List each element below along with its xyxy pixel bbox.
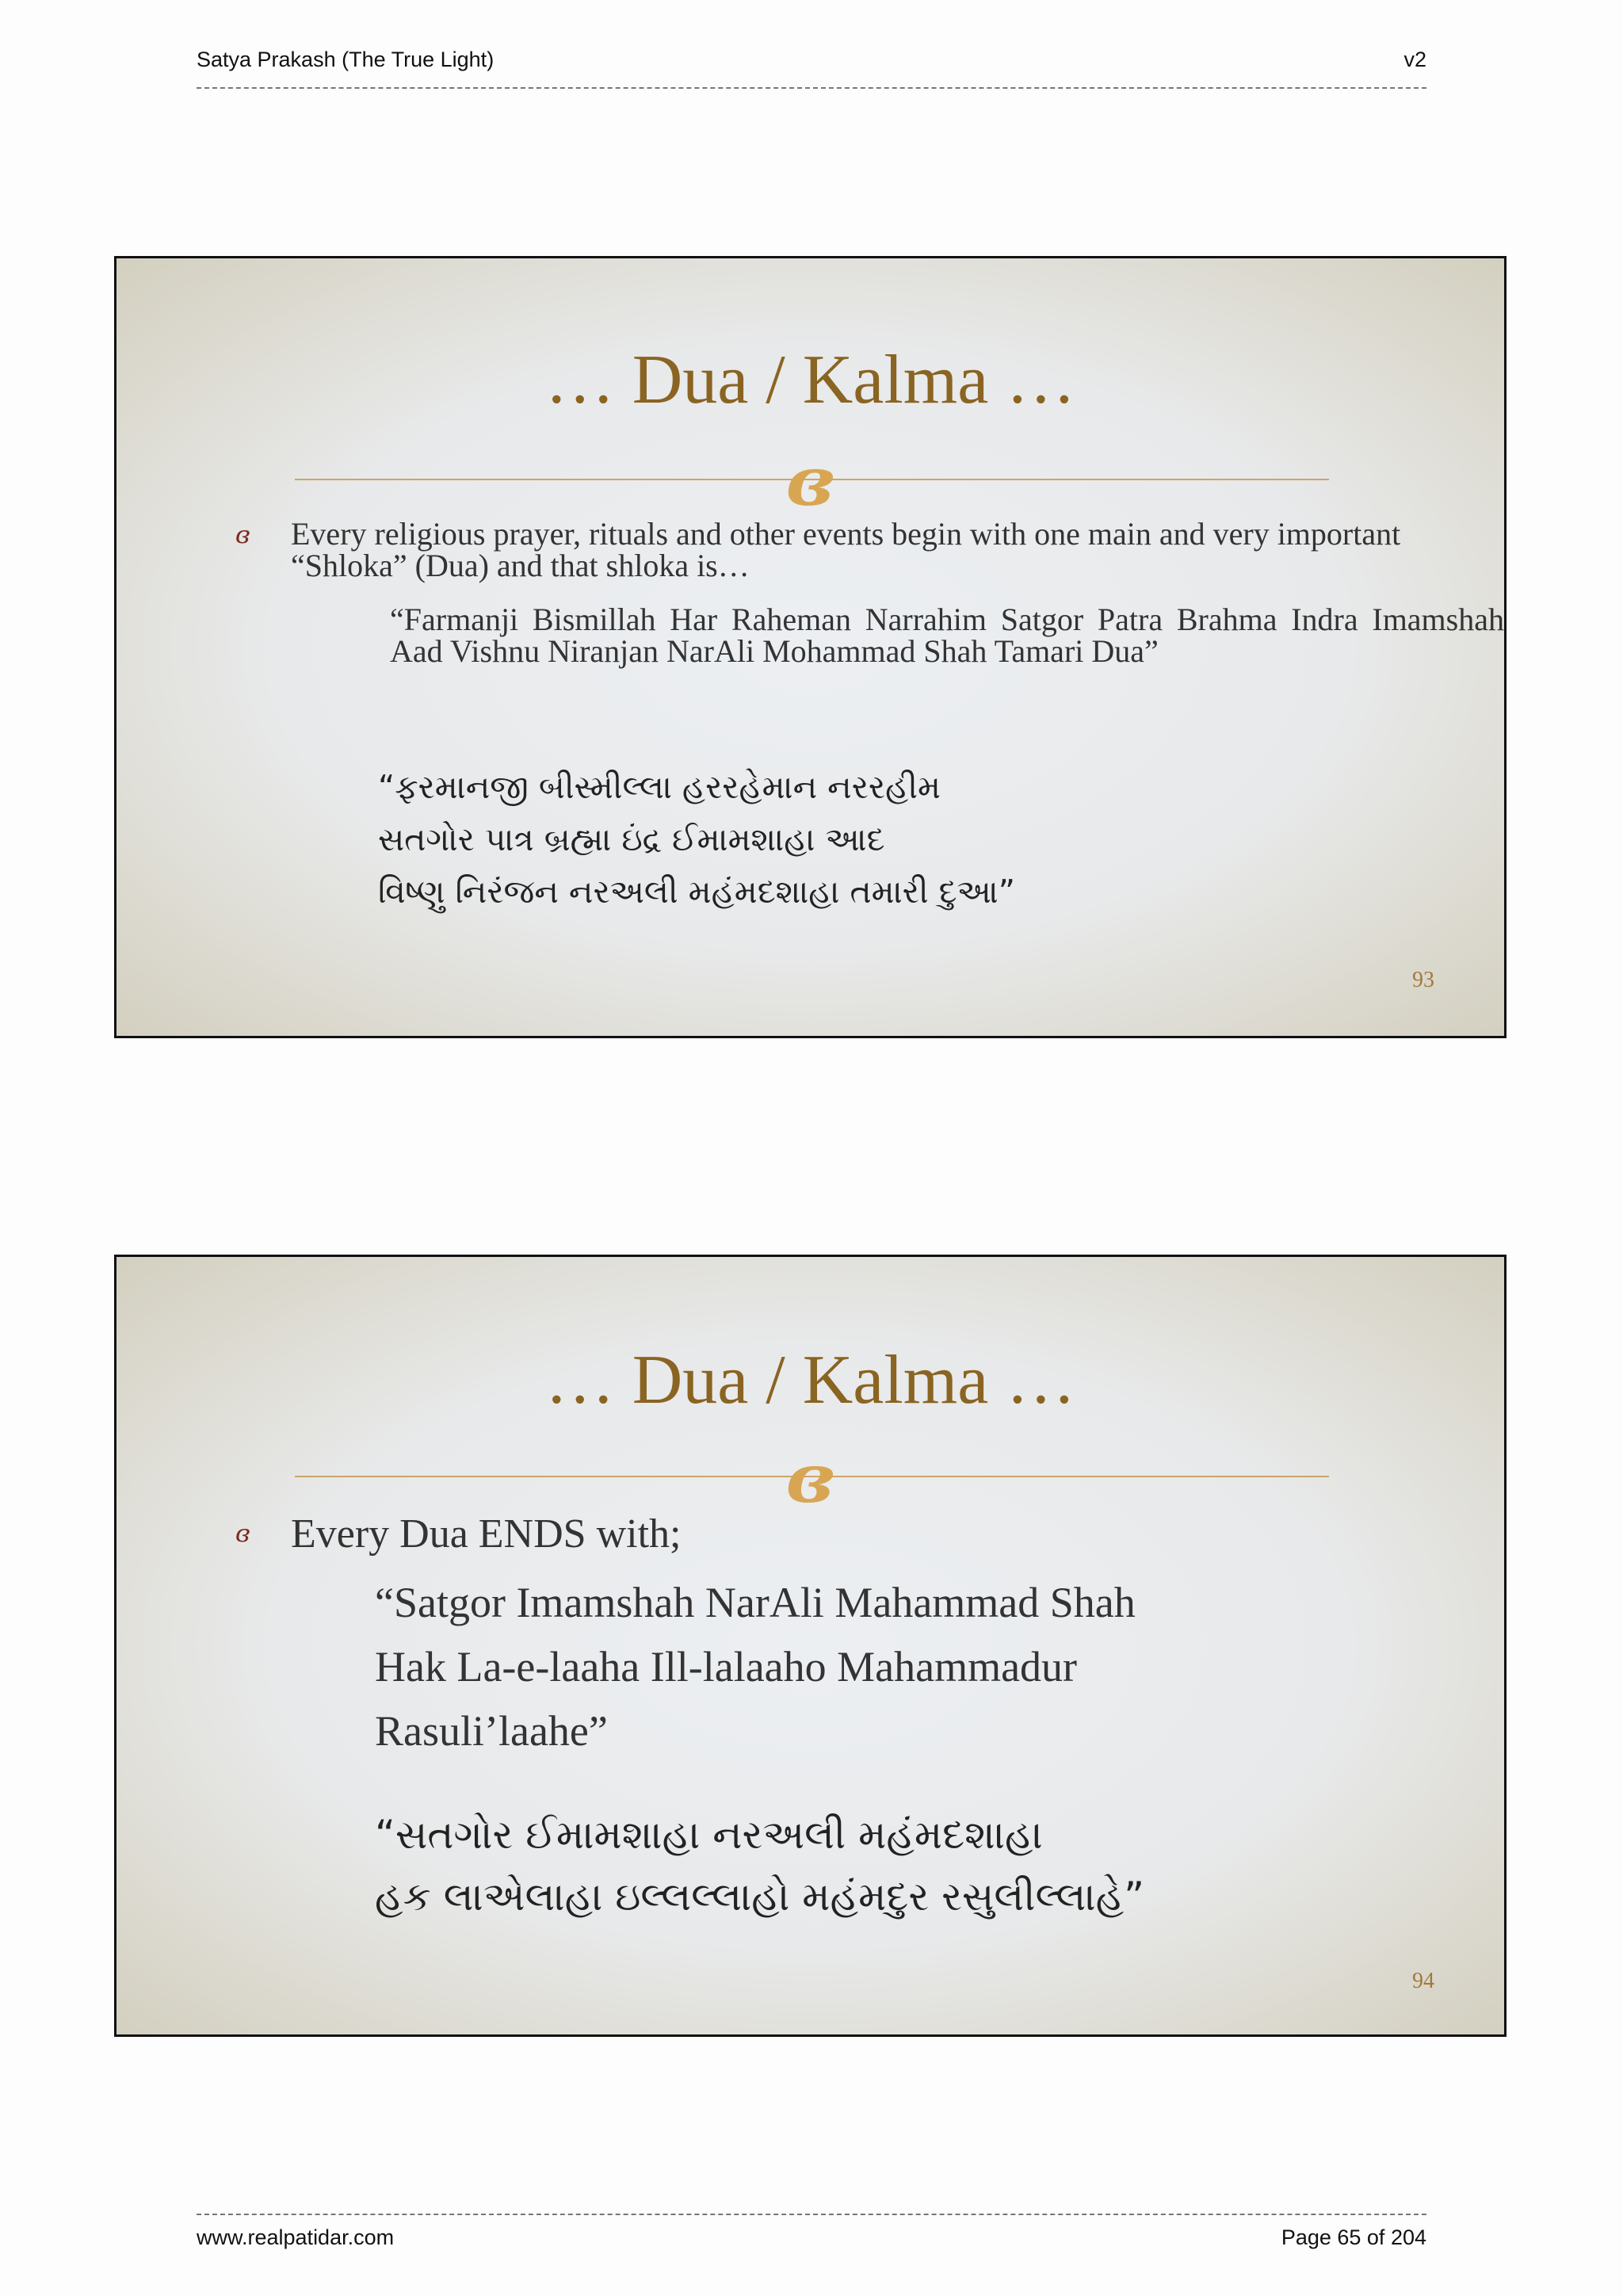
quote-line: “Satgor Imamshah NarAli Mahammad Shah	[375, 1579, 1136, 1626]
quote-line: Hak La-e-laaha Ill-lalaaho Mahammadur	[375, 1643, 1078, 1690]
bullet-text: Every religious prayer, rituals and other events begin with one main and very important “Shloka” (Dua) and that shloka is…	[291, 516, 1401, 583]
slide-number: 94	[1412, 1969, 1434, 1993]
flourish-ornament-icon: ɞ	[785, 442, 834, 521]
gujarati-kalma	[375, 1804, 1144, 1927]
gujarati-line: “સતગોર ઈમામશાહા નરઅલી મહંમદશાહા	[375, 1812, 1043, 1858]
gujarati-line: “ફરમાનજી બીસ્મીલ્લા હરરહેમાન નરરહીમ	[378, 768, 941, 806]
document-version: v2	[1403, 48, 1426, 71]
header-divider	[197, 87, 1426, 89]
quote-line: Rasuli’laahe”	[375, 1707, 608, 1755]
gujarati-line: હક લાએલાહા ઇલ્લલ્લાહો મહંમદુર રસુલીલ્લાહે”	[375, 1874, 1145, 1920]
slide-number: 93	[1412, 968, 1434, 992]
website-link[interactable]: www.realpatidar.com	[197, 2225, 395, 2249]
slide-title: … Dua / Kalma …	[544, 1342, 1076, 1419]
gujarati-line: સતગોર પાત્ર બ્રહ્મા ઇંદ્ર ઈમામશાહા આદ	[378, 820, 885, 858]
kalma-quote	[375, 1571, 1136, 1763]
flourish-ornament-icon: ɞ	[785, 1439, 834, 1518]
dua-quote: “Farmanji Bismillah Har Raheman Narrahim Satgor Patra Brahma Indra Imamshah Aad Vishnu Niranjan NarAli Mohammad Shah Tamari Dua”	[390, 602, 1504, 669]
document-title: Satya Prakash (The True Light)	[197, 48, 495, 71]
slide-94	[114, 1255, 1507, 2037]
flourish-bullet-icon: ɞ	[235, 1520, 250, 1548]
slide-93	[114, 256, 1507, 1038]
flourish-bullet-icon: ɞ	[235, 521, 250, 549]
footer-divider	[197, 2214, 1426, 2215]
gujarati-line: વિષ્ણુ નિરંજન નરઅલી મહંમદશાહા તમારી દુઆ”	[378, 873, 1015, 911]
page-number: Page 65 of 204	[1281, 2225, 1426, 2249]
slide-title: … Dua / Kalma …	[544, 342, 1076, 418]
bullet-text: Every Dua ENDS with;	[291, 1511, 682, 1557]
gujarati-dua	[378, 761, 1015, 918]
